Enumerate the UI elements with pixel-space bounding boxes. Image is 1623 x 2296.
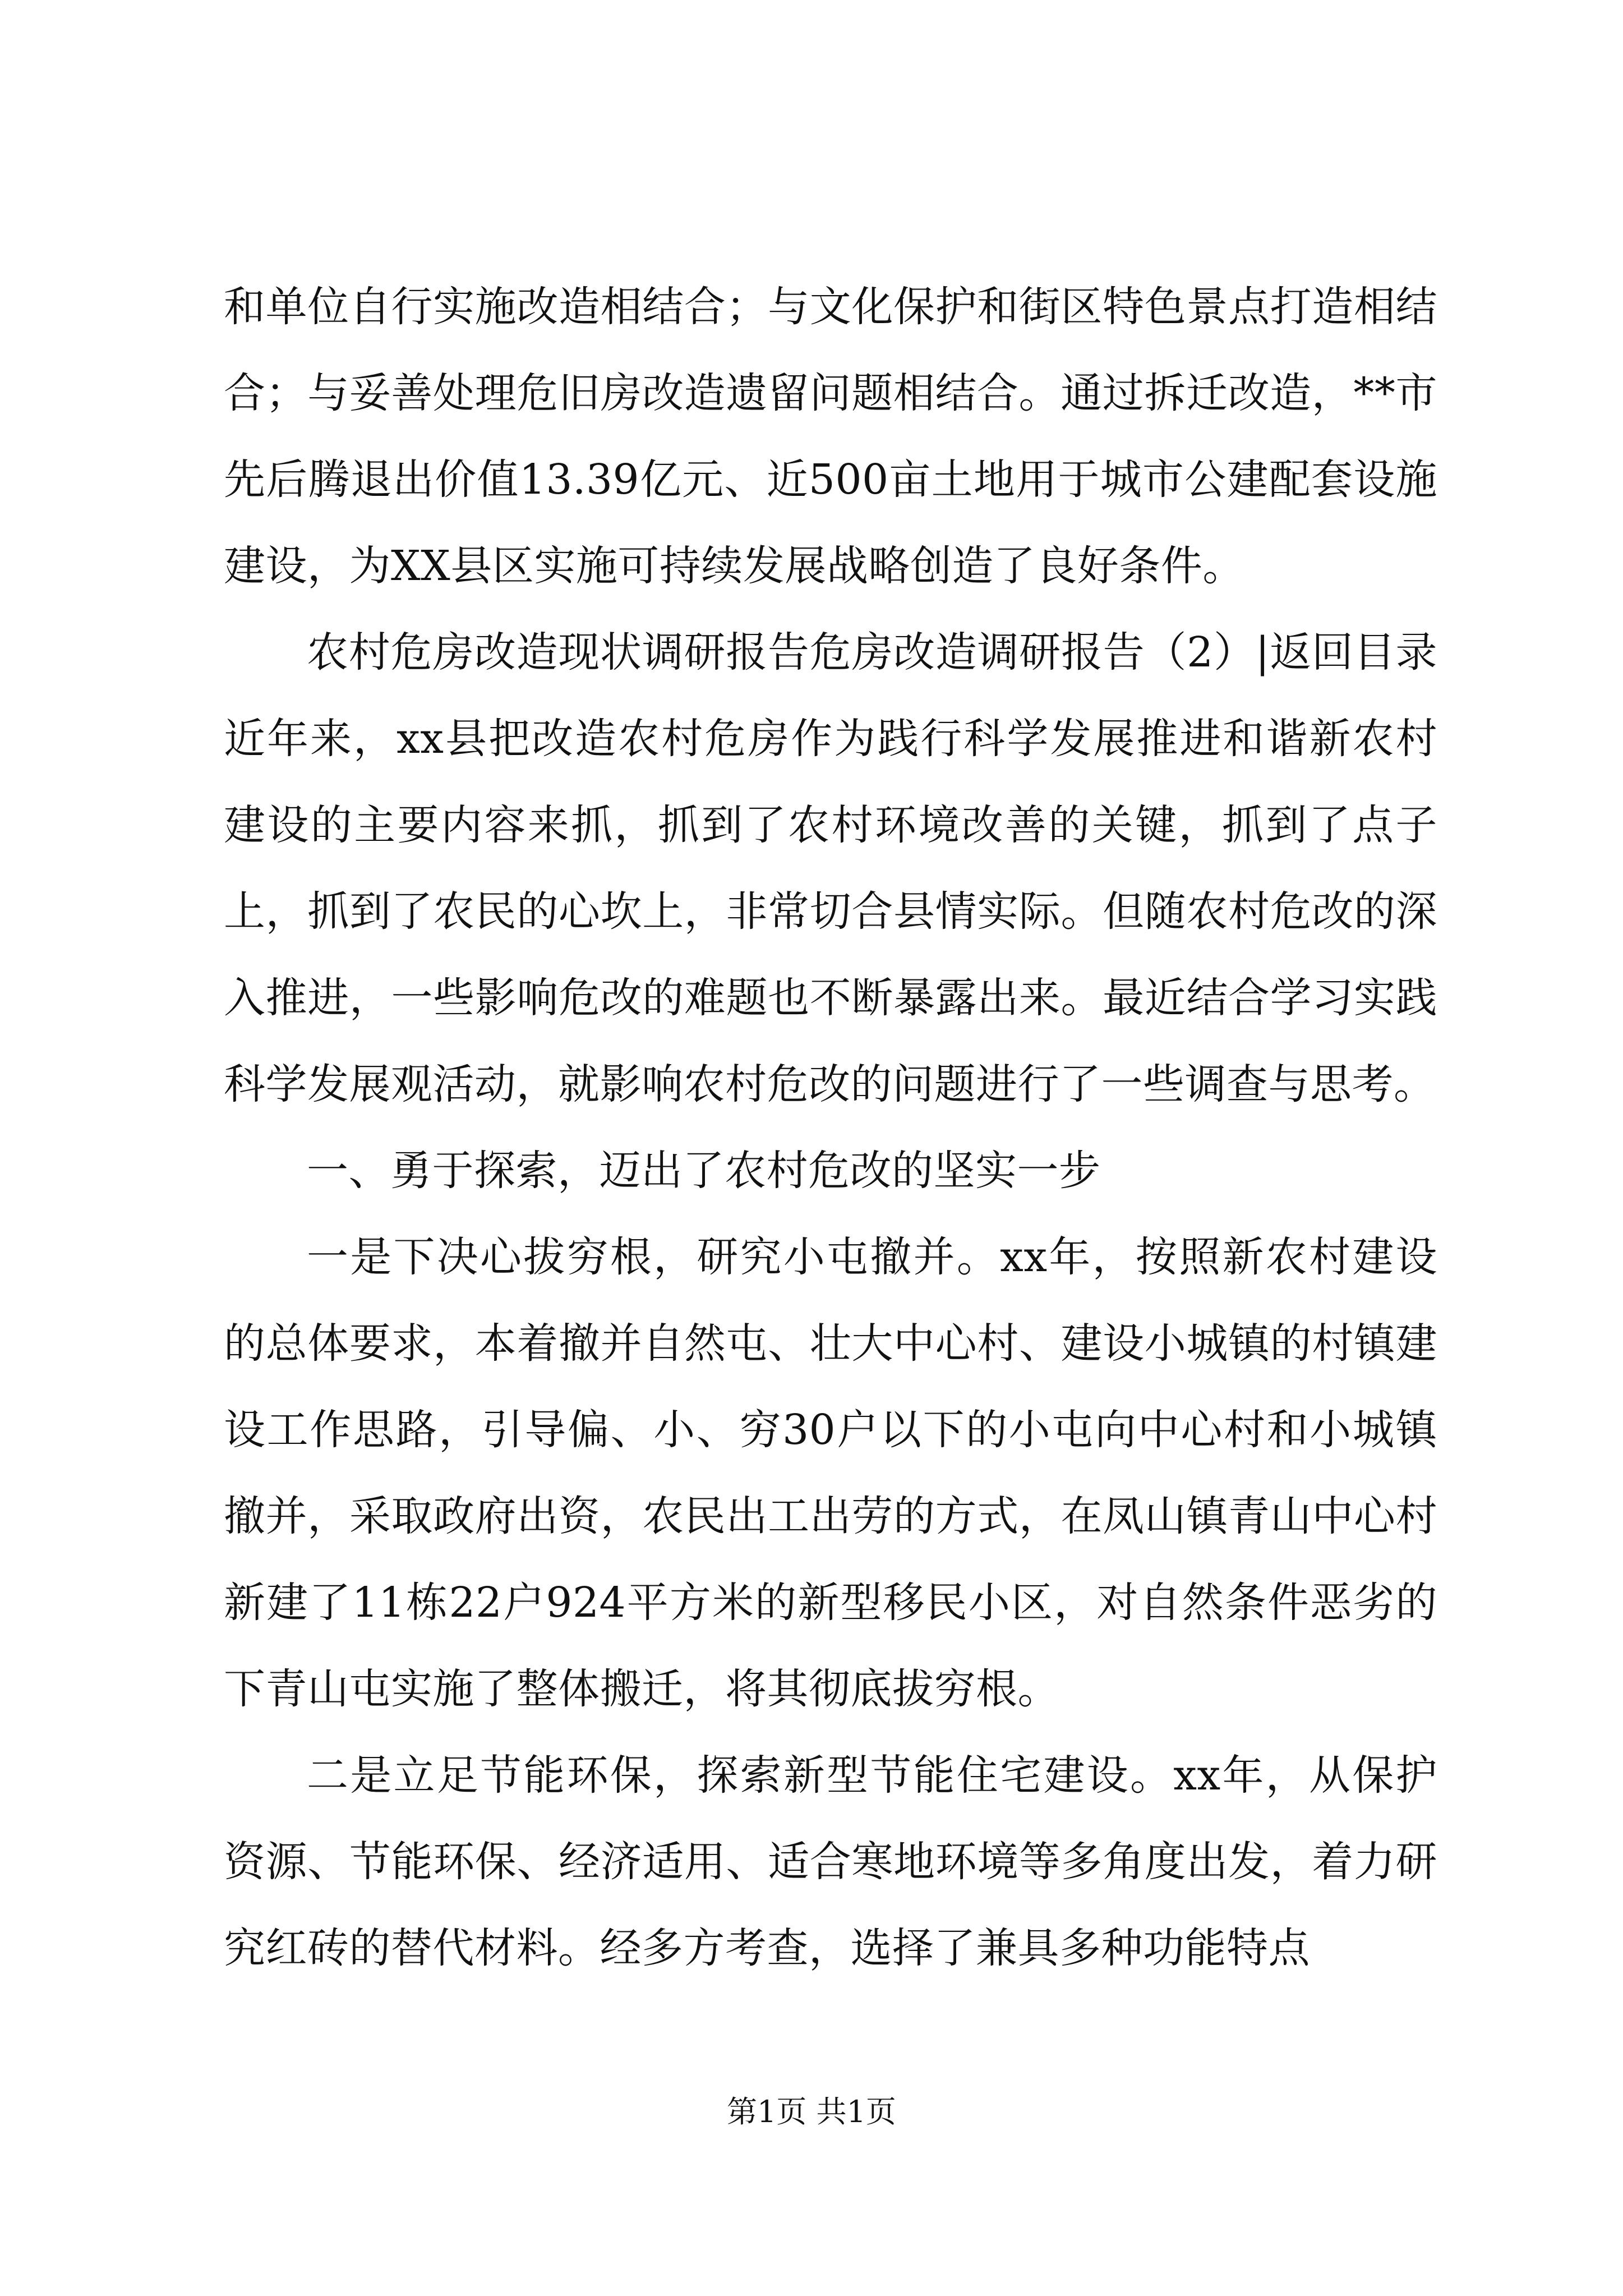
paragraph-point-one: 一是下决心拔穷根，研究小屯撤并。xx年，按照新农村建设的总体要求，本着撤并自然屯、壮大中心村、建设小城镇的村镇建设工作思路，引导偏、小、穷30户以下的小屯向中心村和小城镇撤并，采取政府出资，农民出工出劳的方式，在凤山镇青山中心村新建了11栋22户924平方米的新型移民小区，对自然条件恶劣的下青山屯实施了整体搬迁，将其彻底拔穷根。 xyxy=(224,1233,1437,1713)
paragraph-report-intro: 农村危房改造现状调研报告危房改造调研报告（2）|返回目录近年来，xx县把改造农村危房作为践行科学发展推进和谐新农村建设的主要内容来抓，抓到了农村环境改善的关键，抓到了点子上，抓到了农民的心坎上，非常切合县情实际。但随农村危改的深入推进，一些影响危改的难题也不断暴露出来。最近结合学习实践科学发展观活动，就影响农村危改的问题进行了一些调查与思考。 xyxy=(224,628,1437,1108)
paragraph-continuation: 和单位自行实施改造相结合；与文化保护和街区特色景点打造相结合；与妥善处理危旧房改造遗留问题相结合。通过拆迁改造，**市先后腾退出价值13.39亿元、近500亩土地用于城市公建配套设施建设，为XX县区实施可持续发展战略创造了良好条件。 xyxy=(224,283,1437,590)
document-body xyxy=(224,264,1437,1991)
paragraph-point-two: 二是立足节能环保，探索新型节能住宅建设。xx年，从保护资源、节能环保、经济适用、适合寒地环境等多角度出发，着力研究红砖的替代材料。经多方考查，选择了兼具多种功能特点 xyxy=(224,1751,1437,1972)
page-footer: 第1页 共1页 xyxy=(727,2094,896,2129)
section-heading: 一、勇于探索，迈出了农村危改的坚实一步 xyxy=(307,1147,1101,1195)
